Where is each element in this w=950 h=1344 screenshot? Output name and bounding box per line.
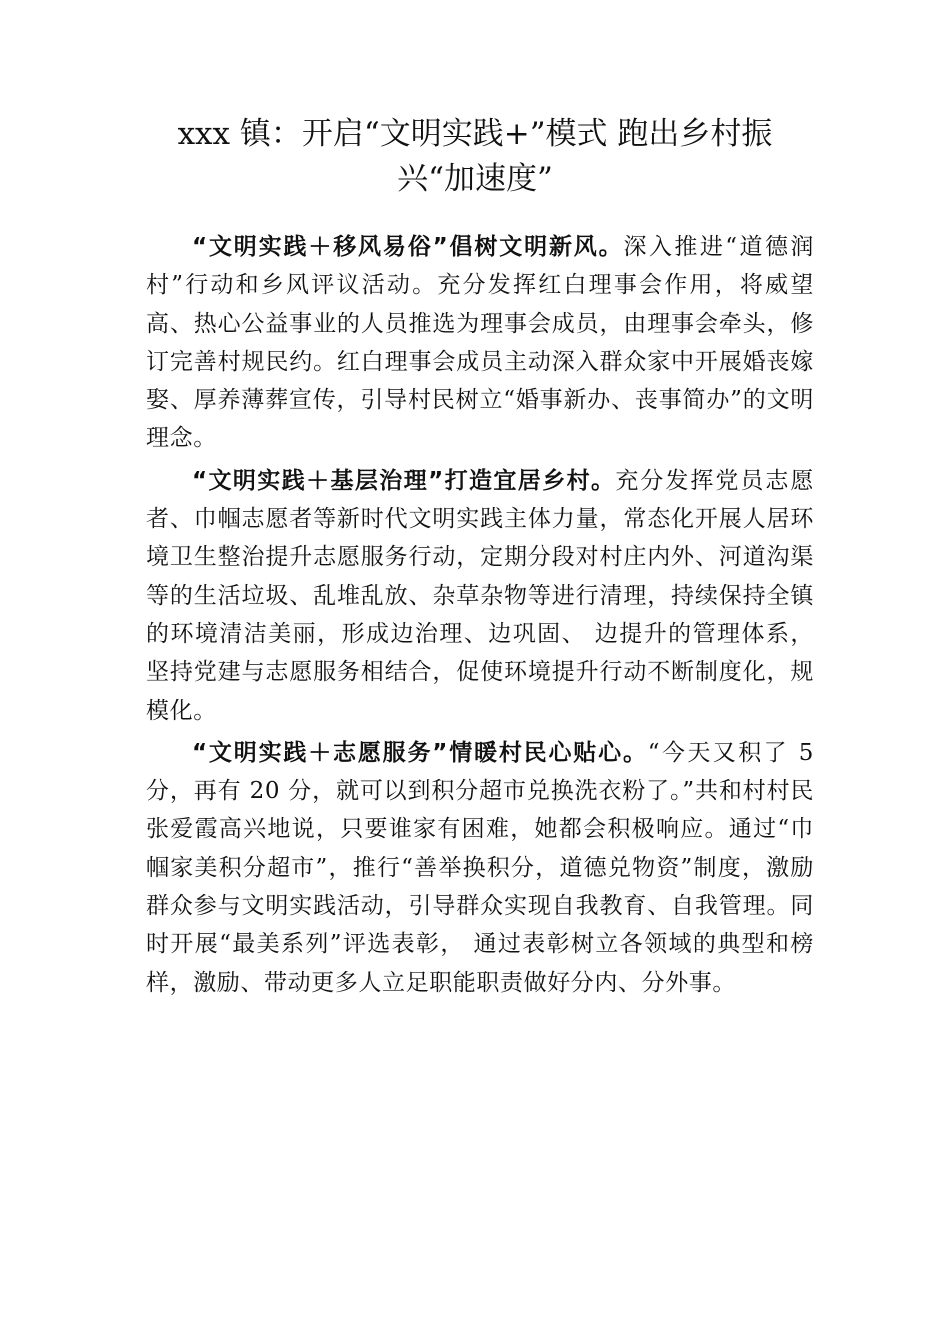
paragraph-heading: “文明实践＋基层治理”打造宜居乡村。 xyxy=(192,467,616,494)
paragraph-custom-reform xyxy=(146,228,814,458)
document-body xyxy=(146,228,814,1006)
paragraph-volunteer-service xyxy=(146,734,814,1002)
document-title: xxx 镇：开启“文明实践+”模式 跑出乡村振兴“加速度” xyxy=(177,116,773,197)
paragraph-text: 充分发挥党员志愿者、巾帼志愿者等新时代文明实践主体力量，常态化开展人居环境卫生整治提升志愿服务行动，定期分段对村庄内外、河道沟渠等的生活垃圾、乱堆乱放、杂草杂物等进行清理，持续保持全镇的环境清洁美丽，形成边治理、边巩固、 边提升的管理体系，坚持党建与志愿服务相结合，促使环境提升行动不断制度化，规模化。 xyxy=(146,467,814,724)
paragraph-text: “今天又积了 5 分，再有 20 分，就可以到积分超市兑换洗衣粉了。”共和村村民张爱霞高兴地说，只要谁家有困难，她都会积极响应。通过“巾帼家美积分超市”，推行“善举换积分，道德兑物资”制度，激励群众参与文明实践活动，引导群众实现自我教育、自我管理。同时开展“最美系列”评选表彰， 通过表彰树立各领域的典型和榜样，激励、带动更多人立足职能职责做好分内、分外事。 xyxy=(146,739,814,996)
paragraph-grassroots-governance xyxy=(146,462,814,730)
paragraph-heading: “文明实践＋志愿服务”情暖村民心贴心。 xyxy=(192,739,648,766)
paragraph-text: 深入推进“道德润村”行动和乡风评议活动。充分发挥红白理事会作用，将威望高、热心公益事业的人员推选为理事会成员，由理事会牵头，修订完善村规民约。红白理事会成员主动深入群众家中开展婚丧嫁娶、厚养薄葬宣传，引导村民树立“婚事新办、丧事简办”的文明理念。 xyxy=(146,234,814,452)
paragraph-heading: “文明实践＋移风易俗”倡树文明新风。 xyxy=(192,234,624,260)
